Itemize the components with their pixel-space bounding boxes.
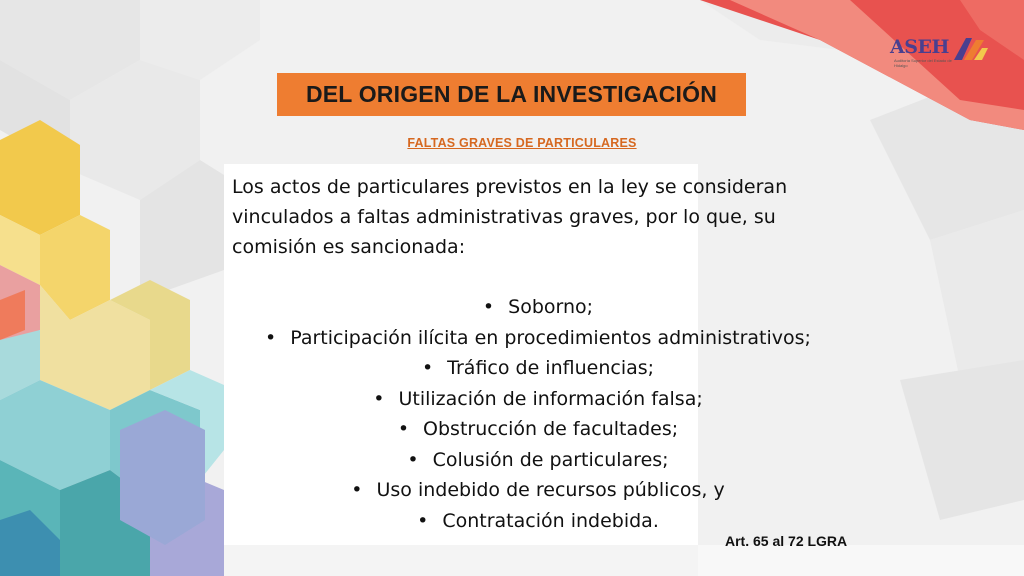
list-item: • Tráfico de influencias; [228,353,848,384]
list-item: • Participación ilícita en procedimientos administrativos; [228,323,848,354]
legal-reference: Art. 65 al 72 LGRA [725,533,848,549]
list-item: • Utilización de información falsa; [228,384,848,415]
logo-text: ASEH [890,36,949,58]
logo-mark-icon [950,36,990,62]
section-subtitle: FALTAS GRAVES DE PARTICULARES [407,136,637,150]
aseh-logo [890,36,990,80]
intro-paragraph: Los actos de particulares previstos en la ley se consideran vinculados a faltas administrativas graves, por lo que, su comisión es sancionada: [232,176,788,258]
list-item: • Soborno; [228,292,848,323]
logo-subtitle: Auditoría Superior del Estado de Hidalgo [894,58,952,68]
list-item: • Obstrucción de facultades; [228,414,848,445]
page-title: DEL ORIGEN DE LA INVESTIGACIÓN [305,81,718,107]
list-item: • Contratación indebida. [228,506,848,537]
list-item: • Colusión de particulares; [228,445,848,476]
bullet-list [228,292,848,536]
title-banner [277,73,746,116]
list-item: • Uso indebido de recursos públicos, y [228,475,848,506]
